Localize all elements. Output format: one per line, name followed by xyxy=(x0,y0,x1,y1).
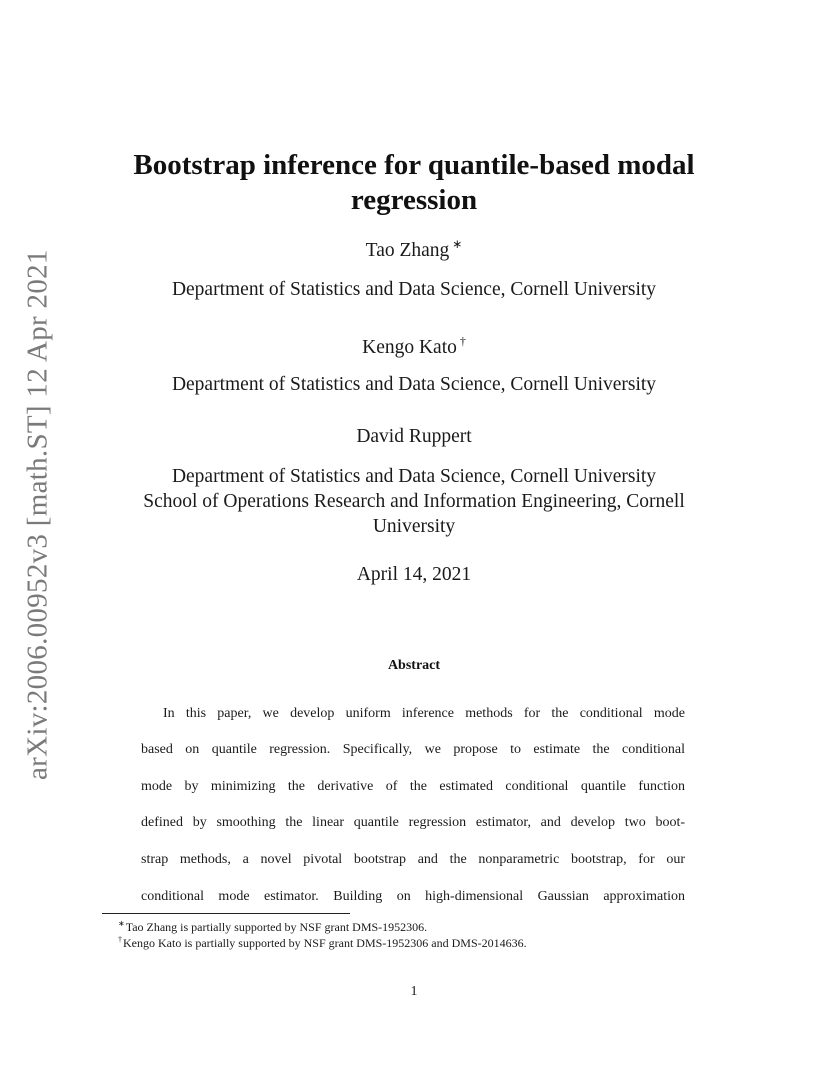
footnote-divider xyxy=(102,913,350,914)
page-number: 1 xyxy=(410,984,418,999)
footnote-mark: ∗ xyxy=(118,919,125,928)
author-affiliation: Department of Statistics and Data Science, Cornell University xyxy=(171,279,657,300)
paper-date: April 14, 2021 xyxy=(356,564,472,585)
arxiv-identifier-stamp: arXiv:2006.00952v3 [math.ST] 12 Apr 2021 xyxy=(21,249,54,780)
author-name: Tao Zhang xyxy=(365,240,450,261)
abstract-line: strap methods, a novel pivotal bootstrap and the nonparametric bootstrap, for our xyxy=(141,852,685,867)
author-affiliation: School of Operations Research and Information Engineering, Cornell University xyxy=(143,491,685,537)
author-name: Kengo Kato xyxy=(362,337,457,358)
footnote-mark: † xyxy=(118,935,122,944)
paper-title: Bootstrap inference for quantile-based modal regression xyxy=(133,149,695,216)
footnote-mark: † xyxy=(459,334,466,348)
abstract-line: based on quantile regression. Specifically, we propose to estimate the conditional xyxy=(141,742,685,757)
author-david-ruppert xyxy=(90,426,738,448)
abstract-line: In this paper, we develop uniform inference methods for the conditional mode xyxy=(163,706,685,721)
author-tao-zhang xyxy=(90,237,738,262)
author-affiliation: Department of Statistics and Data Science, Cornell University xyxy=(171,374,657,395)
abstract-line: conditional mode estimator. Building on high-dimensional Gaussian approximation xyxy=(141,889,685,904)
abstract-line: defined by smoothing the linear quantile regression estimator, and develop two boot- xyxy=(141,815,685,830)
footnote-text: Tao Zhang is partially supported by NSF grant DMS-1952306. xyxy=(125,920,428,934)
abstract-line: mode by minimizing the derivative of the estimated conditional quantile function xyxy=(141,779,685,794)
footnote-mark: ∗ xyxy=(452,237,463,251)
abstract-heading: Abstract xyxy=(387,658,441,673)
author-name: David Ruppert xyxy=(356,426,472,447)
author-affiliation: Department of Statistics and Data Science, Cornell University xyxy=(171,466,657,487)
footnote-text: Kengo Kato is partially supported by NSF grant DMS-1952306 and DMS-2014636. xyxy=(123,936,527,950)
author-kengo-kato xyxy=(90,334,738,359)
footnote-tao-zhang xyxy=(118,919,427,935)
footnote-kengo-kato xyxy=(118,935,527,951)
